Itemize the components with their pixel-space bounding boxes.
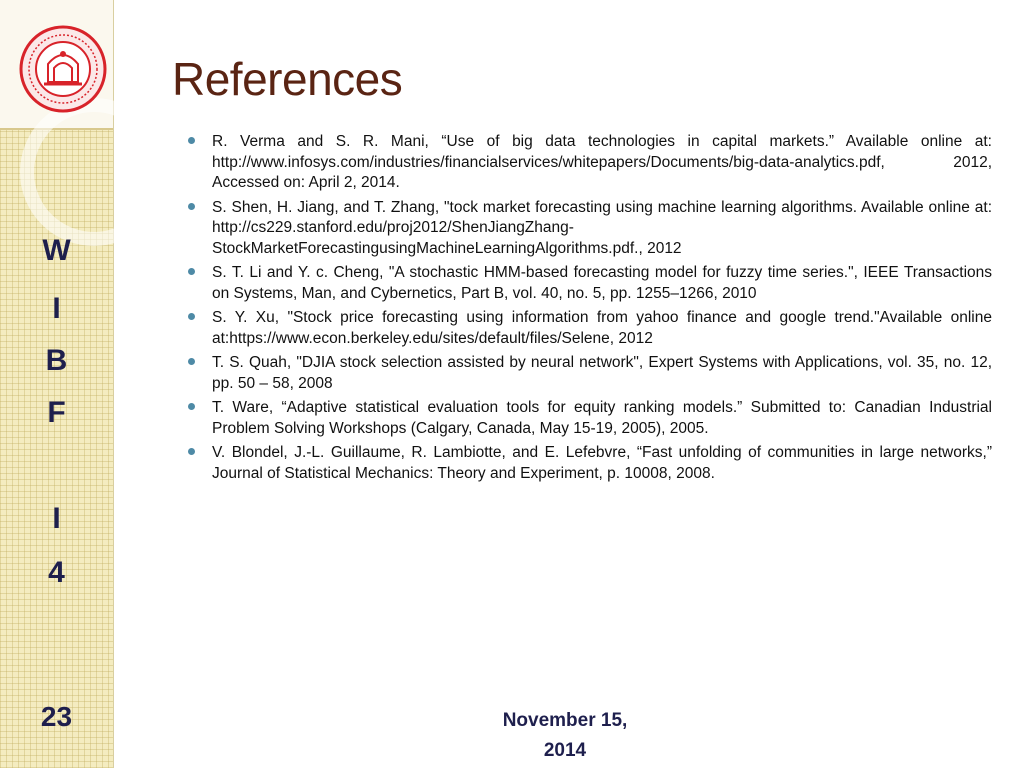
sidebar-letter-w: W: [42, 234, 71, 267]
bullet-icon: [188, 358, 195, 365]
sidebar-letter-f: F: [47, 396, 66, 429]
footer-date-line1: November 15,: [502, 710, 628, 731]
bullet-icon: [188, 268, 195, 275]
sidebar: [0, 0, 114, 768]
bullet-icon: [188, 448, 195, 455]
bullet-icon: [188, 313, 195, 320]
reference-item: S. Y. Xu, "Stock price forecasting using information from yahoo finance and google trend."Available online at:https://www.econ.berkeley.edu/sites/default/files/Selene, 2012: [188, 308, 992, 349]
sidebar-letter-i: I: [52, 292, 61, 325]
reference-list: [188, 132, 992, 488]
reference-item: R. Verma and S. R. Mani, “Use of big data technologies in capital markets.” Available online at: http://www.infosys.com/industries/financialservices/whitepapers/Documents/big-data-analytics.pdf, 2012, Accessed on: April 2, 2014.: [188, 132, 992, 194]
reference-item: V. Blondel, J.-L. Guillaume, R. Lambiotte, and E. Lefebvre, “Fast unfolding of communities in large networks,” Journal of Statistical Mechanics: Theory and Experiment, p. 10008, 2008.: [188, 443, 992, 484]
decorative-circle: [20, 98, 168, 246]
sidebar-digit-4: 4: [48, 556, 65, 589]
sidebar-digit-1: I: [52, 502, 61, 535]
reference-item: T. S. Quah, "DJIA stock selection assisted by neural network", Expert Systems with Applications, vol. 35, no. 12, pp. 50 – 58, 2008: [188, 353, 992, 394]
footer-date-line2: 2014: [543, 740, 587, 761]
iit-kanpur-logo: [18, 24, 108, 114]
bullet-icon: [188, 203, 195, 210]
reference-item: S. Shen, H. Jiang, and T. Zhang, "tock market forecasting using machine learning algorithms. Available online at: http://cs229.stanford.edu/proj2012/ShenJiangZhang-StockMarketForecastingusingMachineLearningAlgorithms.pdf., 2012: [188, 198, 992, 260]
bullet-icon: [188, 403, 195, 410]
reference-item: T. Ware, “Adaptive statistical evaluation tools for equity ranking models.” Submitted to: Canadian Industrial Problem Solving Workshops (Calgary, Canada, May 15-19, 2005), 2005.: [188, 398, 992, 439]
slide-title: References: [172, 53, 403, 105]
page-number: 23: [40, 701, 73, 732]
footer-date: [470, 706, 660, 766]
bullet-icon: [188, 137, 195, 144]
reference-item: S. T. Li and Y. c. Cheng, "A stochastic HMM-based forecasting model for fuzzy time series.", IEEE Transactions on Systems, Man, and Cybernetics, Part B, vol. 40, no. 5, pp. 1255–1266, 2010: [188, 263, 992, 304]
sidebar-letter-b: B: [45, 344, 68, 377]
